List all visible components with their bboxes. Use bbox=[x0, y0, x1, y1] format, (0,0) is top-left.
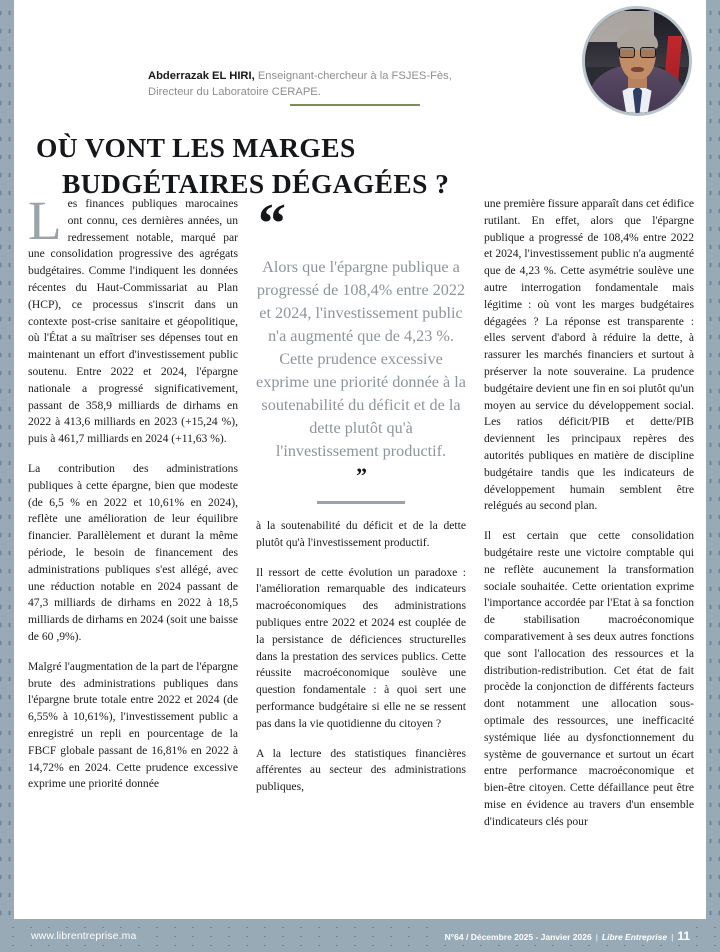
paragraph: à la soutenabilité du déficit et de la dette plutôt qu'à l'investissement productif. bbox=[256, 519, 466, 549]
byline-author-role-line2: Directeur du Laboratoire CERAPE. bbox=[148, 86, 321, 99]
footer-meta bbox=[441, 927, 694, 945]
footer-separator-2: | bbox=[671, 931, 674, 942]
pull-quote-text: Alors que l'épargne publique a progressé de 108,4% entre 2022 et 2024, l'investissement public n'a augmenté que de 4,23 %. Cette prudence excessive exprime une priorité donnée à la soutenabilité du déficit et de la dette plutôt qu'à l'investissement productif. bbox=[256, 258, 466, 460]
page-footer bbox=[0, 919, 720, 952]
page-title bbox=[36, 130, 556, 200]
footer-separator: | bbox=[595, 931, 598, 942]
portrait-photo bbox=[585, 9, 689, 113]
column-middle bbox=[256, 193, 466, 913]
byline-divider bbox=[290, 104, 420, 106]
byline bbox=[148, 68, 540, 100]
headline-line-2: BUDGÉTAIRES DÉGAGÉES ? bbox=[62, 167, 450, 199]
pull-quote-divider bbox=[317, 501, 405, 504]
left-dotted-strip bbox=[0, 0, 19, 952]
right-dotted-strip bbox=[701, 0, 720, 952]
column-left bbox=[28, 190, 238, 913]
article-columns bbox=[28, 190, 694, 913]
paragraph: Il ressort de cette évolution un paradoxe : l'amélioration remarquable des indicateurs macroéconomiques des administrations publiques entre 2022 et 2024 est couplée de la persistance de déficiences structurelles dans la prestation des services publics. Cette réussite macroéconomique soulève une question fondamentale : à quoi sert une performance budgétaire si elle ne se ressent pas dans la vie quotidienne du citoyen ? bbox=[256, 565, 466, 730]
column-right bbox=[484, 196, 694, 913]
paragraph: Il est certain que cette consolidation budgétaire reste une victoire comptable qui ne reflète aucunement la transformation sociale souhaitée. Cette orientation exprime l'importance accordée par l'Etat à sa fonction de stabilisation macroéconomique comparativement à ses deux autres fonctions que sont l'allocation des ressources et la distribution-redistribution. Cet état de fait procède la conjonction de différents facteurs dont notamment une allocation sous-optimale des ressources, une inefficacité systémique liée au dysfonctionnement du système de gouvernance et surtout un écart entre performance macroéconomique et bien-être citoyen. Cette défaillance peut être mise en évidence au travers d'un ensemble d'indicateurs clés pour bbox=[484, 529, 694, 828]
byline-author-role-line1: Enseignant-chercheur à la FSJES-Fès, bbox=[254, 70, 452, 82]
footer-issue-info: N°64 / Décembre 2025 - Janvier 2026 bbox=[444, 931, 592, 942]
byline-author-name: Abderrazak EL HIRI, bbox=[148, 70, 255, 82]
paragraph: une première fissure apparaît dans cet édifice rutilant. En effet, alors que l'épargne publique a progressé de 108,4% entre 2022 et 2024, l'investissement public n'a augmenté que de 4,23 %. Cette asymétrie soulève une autre interrogation fondamentale mais légitime : où vont les marges budgétaires dégagées ? La réponse est transparente : elles servent d'abord à réduire la dette, à rassurer les marchés financiers et surtout à préserver la note souveraine. La prudence budgétaire devient une fin en soi plutôt qu'un moyen au service du développement social. Les ratios déficit/PIB et dette/PIB deviennent les principaux repères des autorités publiques en matière de discipline budgétaire tandis que les indicateurs de développement humain semblent être relégués au second plan. bbox=[484, 197, 694, 513]
glasses-icon bbox=[619, 47, 655, 57]
footer-page-number: 11 bbox=[677, 928, 690, 943]
paragraph: La contribution des administrations publiques à cette épargne, bien que modeste (de 6,5 % en 2022 et 10,61% en 2024), reflète une amélioration de leur équilibre financier. Parallèlement et durant la même période, le besoin de financement des administrations publiques s'est allégé, avec une réduction notable en 2024 passant de 47,3 milliards de dirhams en 2022 à 18,5 milliards de dirhams en 2024 (soit une baisse de 60 ,9%). bbox=[28, 461, 238, 643]
paragraph: Malgré l'augmentation de la part de l'épargne brute des administrations publiques dans l'épargne brute totale entre 2022 et 2024 (de 6,55% à 10,61%), l'investissement public a enregistré un repli en pourcentage de la FBCF globale passant de 16,81% en 2022 à 14,72% en 2024. Cette prudence excessive exprime une priorité donnée bbox=[28, 659, 238, 791]
quote-open-mark: “ bbox=[258, 193, 283, 255]
pull-quote bbox=[256, 193, 466, 504]
footer-brand-name: Libre Entreprise bbox=[601, 931, 668, 942]
quote-close-mark: ” bbox=[356, 463, 366, 488]
headline-line-1: OÙ VONT LES MARGES bbox=[36, 132, 356, 164]
author-portrait bbox=[582, 6, 692, 116]
page-content bbox=[22, 0, 698, 919]
paragraph: A la lecture des statistiques financières afférentes au secteur des administrations publiques, bbox=[256, 746, 466, 794]
footer-website[interactable]: www.librentreprise.ma bbox=[26, 928, 141, 944]
paragraph: Les finances publiques marocaines ont connu, ces dernières années, un redressement notable, marqué par une consolidation progressive des agrégats budgétaires. Comme l'indiquent les données récentes du Haut-Commissariat au Plan (HCP), ce processus s'inscrit dans un contexte post-crise sanitaire et géopolitique, où l'État a su maîtriser ses dépenses tout en maintenant un effort d'investissement public soutenu. Entre 2022 et 2024, l'épargne nationale a progressé significativement, passant de 358,9 milliards de dirhams en 2022 à 413,6 milliards en 2023 (+15,24 %), puis à 461,7 milliards en 2024 (+11,63 %). bbox=[28, 190, 238, 446]
